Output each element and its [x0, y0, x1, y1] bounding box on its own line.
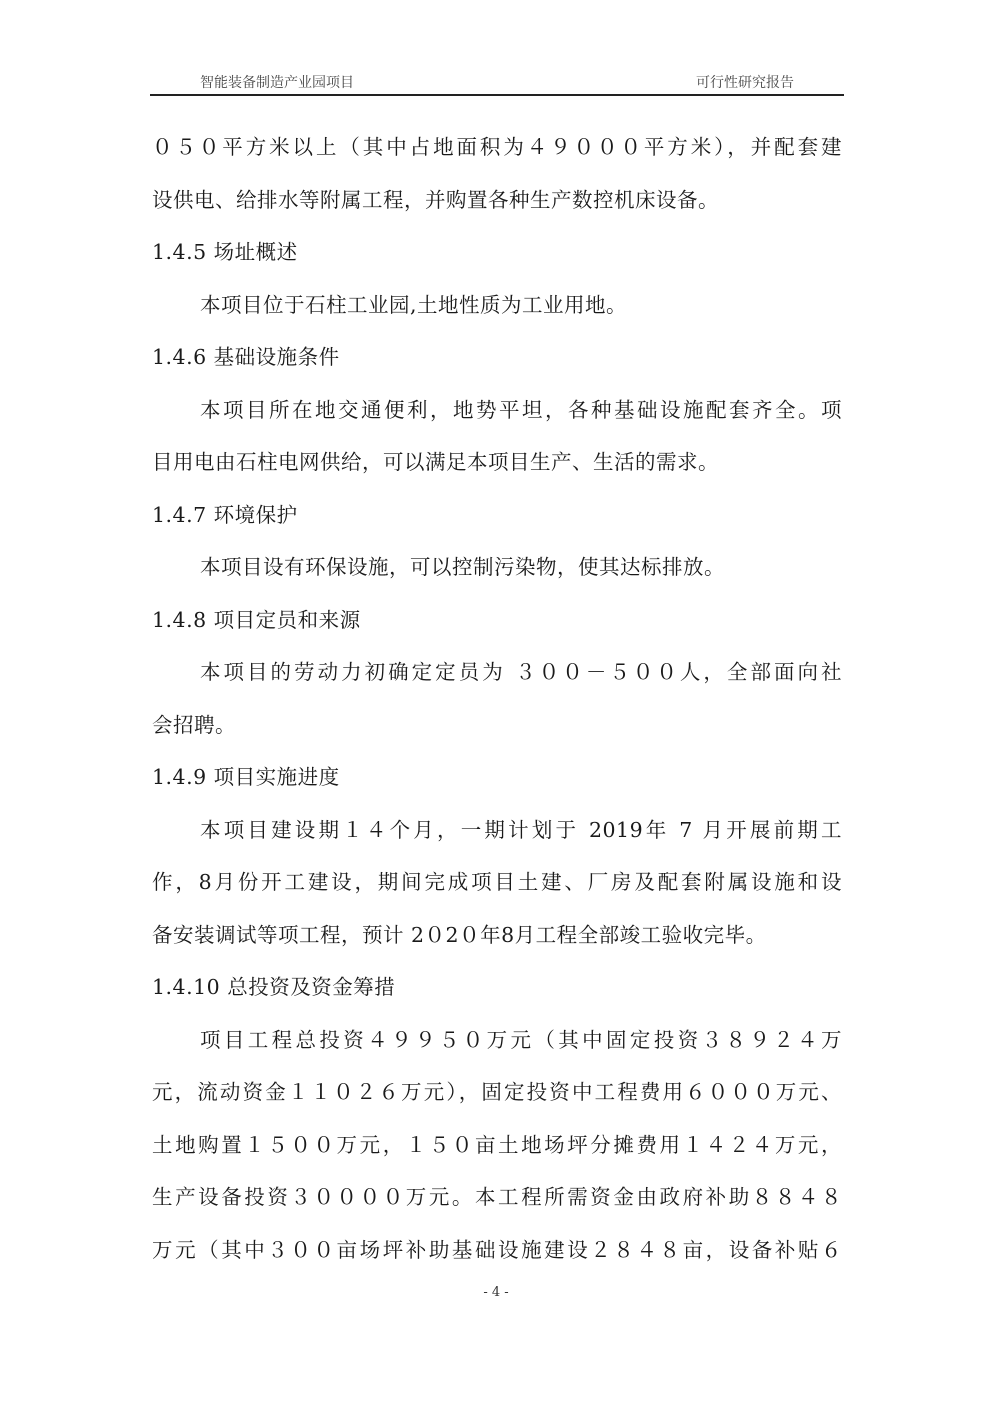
paragraph-line: 元，流动资金１１０２６万元），固定投资中工程费用６０００万元、	[152, 1080, 842, 1104]
section-heading-1-4-7: 1.4.7 环境保护	[152, 502, 298, 527]
paragraph-line: ０５０平方米以上（其中占地面积为４９０００平方米），并配套建	[152, 135, 842, 159]
paragraph-line: 本项目位于石柱工业园,土地性质为工业用地。	[200, 292, 628, 317]
document-body	[152, 124, 842, 1279]
paragraph-line: 目用电由石柱电网供给，可以满足本项目生产、生活的需求。	[152, 450, 719, 474]
paragraph-line: 备安装调试等项工程，预计 2０2０年8月工程全部竣工验收完毕。	[152, 922, 767, 947]
section-heading-1-4-6: 1.4.6 基础设施条件	[152, 345, 340, 369]
paragraph-line: 土地购置１５００万元，１５０亩土地场坪分摊费用１４２４万元，	[152, 1132, 842, 1157]
paragraph-line: 万元（其中３００亩场坪补助基础设施建设２８４８亩，设备补贴６	[152, 1237, 842, 1262]
paragraph-line: 作，8月份开工建设，期间完成项目土建、厂房及配套附属设施和设	[152, 870, 842, 894]
section-heading-1-4-9: 1.4.9 项目实施进度	[152, 765, 340, 789]
header-project-title: 智能装备制造产业园项目	[200, 75, 354, 91]
paragraph-line: 项目工程总投资４９９５０万元（其中固定投资３８９２４万	[200, 1027, 842, 1052]
paragraph-line: 设供电、给排水等附属工程，并购置各种生产数控机床设备。	[152, 187, 719, 212]
section-heading-1-4-5: 1.4.5 场址概述	[152, 240, 298, 264]
paragraph-line: 生产设备投资３００００万元。本工程所需资金由政府补助８８４８	[152, 1185, 842, 1209]
paragraph-line: 本项目所在地交通便利，地势平坦，各种基础设施配套齐全。项	[200, 397, 842, 422]
paragraph-line: 本项目建设期１４个月，一期计划于 2019年 7 月开展前期工	[200, 817, 842, 842]
header-report-type: 可行性研究报告	[696, 75, 794, 91]
paragraph-line: 会招聘。	[152, 712, 236, 737]
section-heading-1-4-10: 1.4.10 总投资及资金筹措	[152, 975, 396, 999]
section-heading-1-4-8: 1.4.8 项目定员和来源	[152, 607, 361, 632]
page-header	[150, 62, 844, 96]
page-number: - 4 -	[483, 1285, 509, 1300]
paragraph-line: 本项目设有环保设施，可以控制污染物，使其达标排放。	[200, 555, 725, 579]
paragraph-line: 本项目的劳动力初确定定员为 ３００－５００人，全部面向社	[200, 660, 842, 684]
